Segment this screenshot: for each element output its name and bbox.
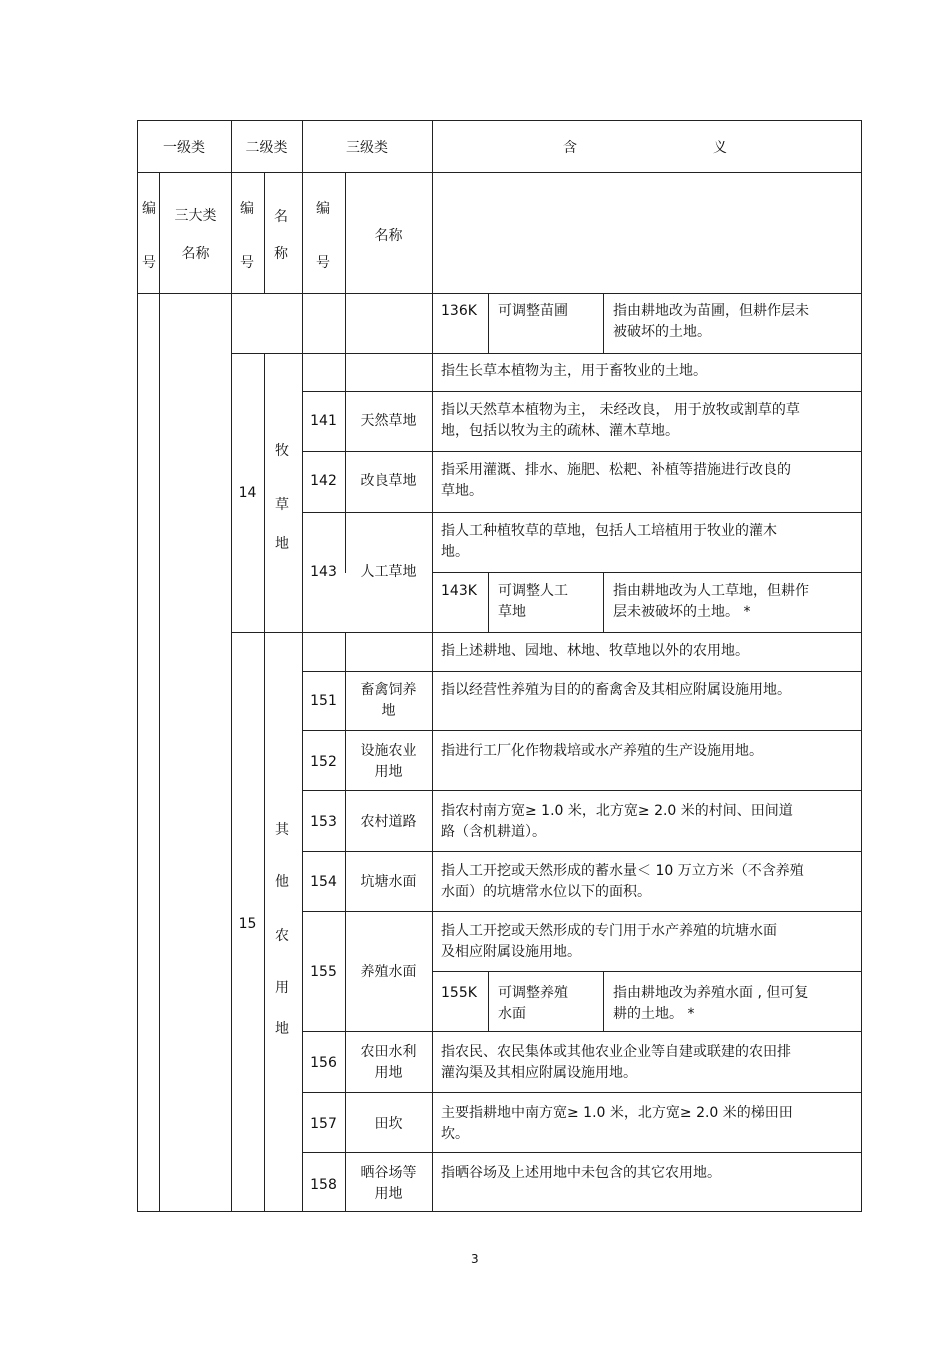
definition-155: 及相应附属设施用地。 — [441, 944, 581, 960]
col-line — [264, 172, 265, 294]
row-line — [432, 971, 862, 972]
page-number: 3 — [471, 1252, 479, 1266]
name-158: 晒谷场等 — [360, 1165, 417, 1181]
col-line — [603, 971, 604, 1032]
row-line — [302, 730, 862, 731]
row-line — [302, 512, 862, 513]
header-code-char: 号 — [316, 255, 330, 271]
col-line — [231, 120, 232, 1212]
col-line — [302, 120, 303, 1212]
code-142: 142 — [310, 473, 337, 489]
name-15-char: 其 — [275, 822, 289, 838]
header-code-char: 号 — [142, 255, 156, 271]
name-156: 用地 — [374, 1065, 403, 1081]
col-line — [603, 572, 604, 633]
definition-155k: 耕的土地。 * — [613, 1006, 695, 1022]
definition-15: 指上述耕地、园地、林地、牧草地以外的农用地。 — [441, 643, 749, 659]
col-line — [345, 172, 346, 354]
definition-154: 水面）的坑塘常水位以下的面积。 — [441, 884, 651, 900]
definition-136k: 被破坏的土地。 — [613, 324, 711, 340]
name-157: 田坎 — [374, 1116, 403, 1132]
col-line — [159, 172, 160, 1212]
code-151: 151 — [310, 693, 337, 709]
name-143: 人工草地 — [360, 564, 417, 580]
row-line — [302, 790, 862, 791]
name-15-char: 地 — [275, 1021, 289, 1037]
definition-157: 坎。 — [441, 1126, 469, 1142]
code-141: 141 — [310, 413, 337, 429]
definition-155k: 指由耕地改为养殖水面 , 但可复 — [613, 985, 809, 1001]
code-158: 158 — [310, 1177, 337, 1193]
header-level2: 二级类 — [245, 140, 288, 156]
definition-143: 指人工种植牧草的草地，包括人工培植用于牧业的灌木 — [441, 523, 777, 539]
name-153: 农村道路 — [360, 814, 417, 830]
name-158: 用地 — [374, 1186, 403, 1202]
name-143k: 可调整人工 — [498, 583, 568, 599]
name-152: 设施农业 — [360, 743, 417, 759]
name-141: 天然草地 — [360, 413, 417, 429]
definition-156: 指农民、农民集体或其他农业企业等自建或联建的农田排 — [441, 1044, 791, 1060]
row-line — [302, 1092, 862, 1093]
definition-142: 指采用灌溉、排水、施肥、松耙、补植等措施进行改良的 — [441, 462, 791, 478]
header-divider — [137, 172, 862, 173]
name-155k: 水面 — [498, 1006, 526, 1022]
name-14-char: 草 — [275, 497, 289, 513]
header-code-char: 编 — [240, 201, 254, 217]
name-151: 地 — [381, 703, 396, 719]
definition-152: 指进行工厂化作物栽培或水产养殖的生产设施用地。 — [441, 743, 763, 759]
header-code-char: 编 — [316, 201, 330, 217]
definition-153: 路（含机耕道）。 — [441, 824, 546, 840]
header-code-char: 编 — [142, 201, 156, 217]
code-155: 155 — [310, 964, 337, 980]
name-152: 用地 — [374, 764, 403, 780]
table-border-right — [861, 120, 862, 1212]
definition-157: 主要指耕地中南方宽≥ 1.0 米，北方宽≥ 2.0 米的梯田田 — [441, 1105, 793, 1121]
definition-156: 灌沟渠及其相应附属设施用地。 — [441, 1065, 637, 1081]
row-line — [302, 671, 862, 672]
definition-136k: 指由耕地改为苗圃，但耕作层未 — [613, 303, 809, 319]
name-15-char: 他 — [275, 874, 289, 890]
code-152: 152 — [310, 754, 337, 770]
header-name: 名称 — [374, 228, 403, 244]
definition-14: 指生长草本植物为主，用于畜牧业的土地。 — [441, 363, 707, 379]
code-153: 153 — [310, 814, 337, 830]
col-line — [488, 572, 489, 633]
row-line — [302, 1152, 862, 1153]
definition-154: 指人工开挖或天然形成的蓄水量＜ 10 万立方米（不含养殖 — [441, 863, 804, 879]
code-154: 154 — [310, 874, 337, 890]
col-line — [264, 353, 265, 1212]
definition-141: 地，包括以牧为主的疏林、灌木草地。 — [441, 423, 679, 439]
header-three-major: 三大类 — [174, 208, 217, 224]
col-line — [603, 293, 604, 354]
header-level1: 一级类 — [163, 140, 205, 156]
row-line — [231, 632, 862, 633]
name-143k: 草地 — [498, 604, 526, 620]
name-154: 坑塘水面 — [360, 874, 417, 890]
definition-151: 指以经营性养殖为目的的畜禽舍及其相应附属设施用地。 — [441, 682, 791, 698]
row-line — [302, 911, 862, 912]
definition-153: 指农村南方宽≥ 1.0 米，北方宽≥ 2.0 米的村间、田间道 — [441, 803, 793, 819]
code-155k: 155K — [441, 985, 477, 1001]
col-line — [488, 971, 489, 1032]
name-155: 养殖水面 — [360, 964, 417, 980]
name-155k: 可调整养殖 — [498, 985, 568, 1001]
code-157: 157 — [310, 1116, 337, 1132]
code-136k: 136K — [441, 303, 477, 319]
table-border-top — [137, 120, 862, 121]
name-151: 畜禽饲养 — [360, 682, 417, 698]
name-14-char: 牧 — [275, 443, 289, 459]
header-meaning-char2: 义 — [713, 140, 727, 156]
name-15-char: 用 — [275, 980, 289, 996]
header-meaning-char1: 含 — [563, 140, 577, 156]
header-bottom — [137, 293, 862, 294]
table-border-left — [137, 120, 138, 1212]
name-14-char: 地 — [275, 536, 289, 552]
code-156: 156 — [310, 1055, 337, 1071]
definition-158: 指晒谷场及上述用地中未包含的其它农用地。 — [441, 1165, 721, 1181]
header-code-char: 号 — [240, 255, 254, 271]
header-name: 名称 — [181, 246, 210, 262]
definition-143: 地。 — [441, 544, 469, 560]
name-15-char: 农 — [275, 928, 289, 944]
row-line — [302, 451, 862, 452]
name-142: 改良草地 — [360, 473, 417, 489]
definition-143k: 层未被破坏的土地。 * — [613, 604, 751, 620]
row-line — [432, 572, 862, 573]
row-line — [231, 353, 862, 354]
code-14: 14 — [238, 485, 257, 501]
table-border-bottom — [137, 1211, 862, 1212]
col-line — [488, 293, 489, 354]
row-line — [302, 851, 862, 852]
name-156: 农田水利 — [360, 1044, 417, 1060]
definition-142: 草地。 — [441, 483, 483, 499]
code-143: 143 — [310, 564, 337, 580]
row-line — [302, 391, 862, 392]
header-name-char: 称 — [274, 246, 288, 262]
header-level3: 三级类 — [346, 140, 388, 156]
definition-141: 指以天然草本植物为主， 未经改良， 用于放牧或割草的草 — [441, 402, 800, 418]
header-name-char: 名 — [274, 209, 288, 225]
name-136k: 可调整苗圃 — [498, 303, 568, 319]
col-line — [345, 353, 346, 573]
code-15: 15 — [238, 916, 257, 932]
col-line — [432, 120, 433, 1212]
code-143k: 143K — [441, 583, 477, 599]
definition-155: 指人工开挖或天然形成的专门用于水产养殖的坑塘水面 — [441, 923, 777, 939]
definition-143k: 指由耕地改为人工草地，但耕作 — [613, 583, 809, 599]
row-line — [302, 1031, 862, 1032]
